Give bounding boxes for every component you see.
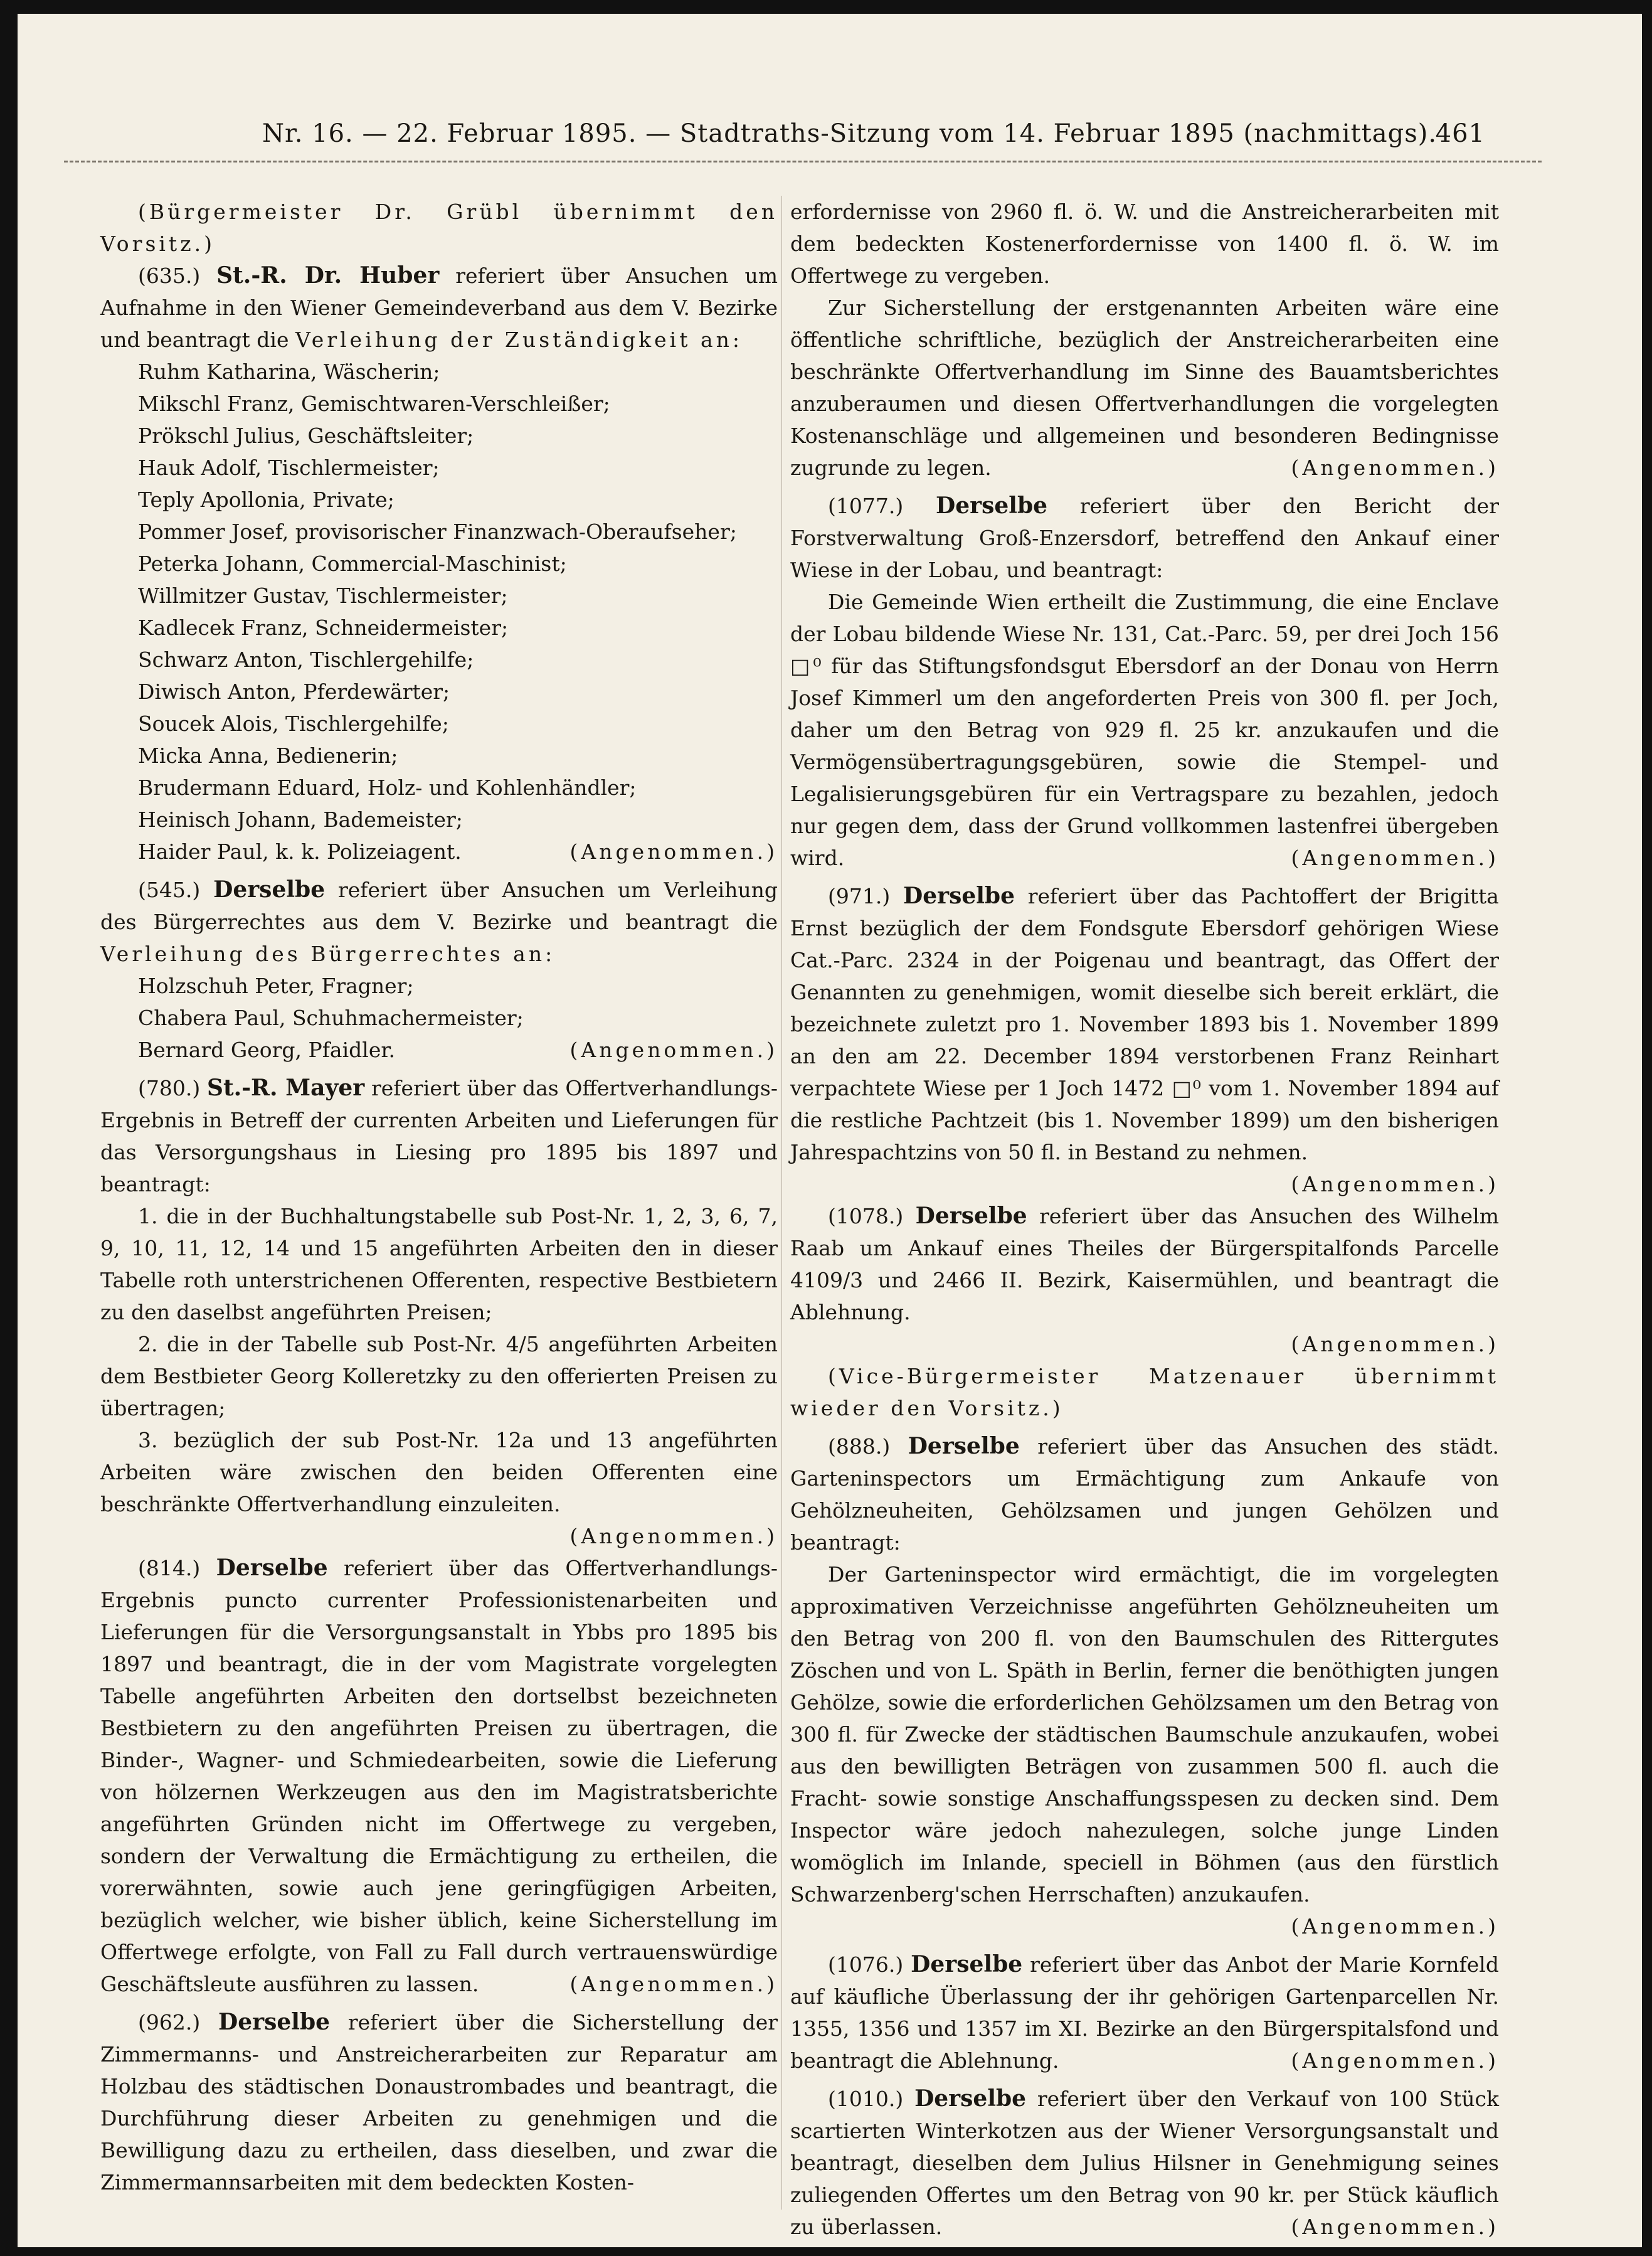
- item-962: [100, 2006, 778, 2198]
- speaker: St.-R. Dr. Huber: [216, 262, 440, 289]
- item-text: referiert über Ansuchen um Verleihung des Bürgerrechtes aus dem V. Bezirke und beantragt die: [100, 878, 778, 934]
- item-number: (1078.): [828, 1204, 904, 1228]
- page-header: [181, 119, 1485, 159]
- accepted-note: (Angenommen.): [1291, 2048, 1499, 2073]
- list-item-text: Bernard Georg, Pfaidler.: [138, 1038, 396, 1062]
- item-971: [790, 880, 1499, 1196]
- list-item: [100, 836, 778, 868]
- accepted-note: (Angenommen.): [1291, 1332, 1499, 1356]
- list-item: Willmitzer Gustav, Tischlermeister;: [138, 583, 508, 608]
- item-number: (962.): [138, 2010, 201, 2035]
- item-1076: [790, 1949, 1499, 2077]
- accepted-note: (Angenommen.): [1291, 1914, 1499, 1939]
- item-number: (635.): [138, 263, 201, 288]
- item-text-spaced: Verleihung der Zuständigkeit an:: [295, 327, 743, 352]
- list-item: Schwarz Anton, Tischlergehilfe;: [138, 647, 474, 672]
- speaker: Derselbe: [915, 1203, 1027, 1229]
- list-item-text: Haider Paul, k. k. Polizeiagent.: [138, 839, 462, 864]
- item-780-point-3: [100, 1424, 778, 1548]
- accepted-note: (Angenommen.): [1291, 2215, 1499, 2239]
- item-text: referiert über die Sicherstellung der Zimmermanns- und Anstreicherarbeiten zur Reparatur am Holzbau des städtischen Donaustrombades und beantragt, die Durchführung dieser Arbeiten zu genehmigen und die Bewilligung dazu zu ertheilen, dass dieselben, und zwar die Zimmermannsarbeiten mit dem bedeckten Kosten-: [100, 2010, 778, 2195]
- item-text: referiert über das Offertverhandlungs-Ergebnis puncto currenter Professionistenarbeiten und Lieferungen für die Versorgungsanstalt in Ybbs pro 1895 bis 1897 und beantragt, die in der vom Magistrate vorgelegten Tabelle angeführten Arbeiten den dortselbst bezeichneten Bestbietern zu den angeführten Preisen zu übertragen, die Binder-, Wagner- und Schmiedearbeiten, sowie die Lieferung von hölzernen Werkzeugen aus den im Magistratsberichte angeführten Gründen nicht im Offertwege zu vergeben, sondern der Verwaltung die Ermächtigung zu ertheilen, die vorerwähnten, sowie auch jene geringfügigen Arbeiten, bezüglich welcher, wie bisher üblich, keine Sicherstellung im Offertwege erfolgte, von Fall zu Fall durch vertrauenswürdige Geschäftsleute ausführen zu lassen.: [100, 1556, 778, 1996]
- list-item: Kadlecek Franz, Schneidermeister;: [138, 615, 509, 640]
- accepted-note: (Angenommen.): [1291, 1172, 1499, 1196]
- item-number: (1077.): [828, 494, 904, 518]
- item-1010: [790, 2083, 1499, 2243]
- item-text: referiert über das Anbot der Marie Kornfeld auf käufliche Überlassung der ihr gehörigen Gartenparcellen Nr. 1355, 1356 und 1357 im XI. Bezirke an den Bürgerspitalsfond und beantragt die Ablehnung.: [790, 1952, 1499, 2073]
- list-item: Teply Apollonia, Private;: [138, 487, 394, 512]
- chair-note: (Bürgermeister Dr. Grübl übernimmt den Vorsitz.): [100, 200, 778, 256]
- speaker: Derselbe: [903, 883, 1015, 909]
- column-divider: [781, 196, 782, 2210]
- item-545: [100, 874, 778, 970]
- accepted-note: (Angenommen.): [569, 839, 778, 864]
- speaker: St.-R. Mayer: [206, 1075, 365, 1101]
- list-item: Hauk Adolf, Tischlermeister;: [138, 455, 440, 480]
- list-item: Chabera Paul, Schuhmachermeister;: [138, 1006, 524, 1030]
- list-item: Ruhm Katharina, Wäscherin;: [138, 359, 440, 384]
- speaker: Derselbe: [218, 2009, 331, 2035]
- item-text: referiert über das Pachtoffert der Brigitta Ernst bezüglich der dem Fondsgute Ebersdorf gehörigen Wiese Cat.-Parc. 2324 in der Poigenau und beantragt, das Offert der Genannten zu genehmigen, womit dieselbe sich bereit erklärt, die bezeichnete zuletzt pro 1. November 1893 bis 1. November 1899 an den am 22. December 1894 verstorbenen Franz Reinhart verpachtete Wiese per 1 Joch 1472 □⁰ vom 1. November 1894 auf die restliche Pachtzeit (bis 1. November 1899) um den bisherigen Jahrespachtzins von 50 fl. in Bestand zu nehmen.: [790, 884, 1499, 1164]
- document-page: [18, 14, 1642, 2247]
- accepted-note: (Angenommen.): [569, 1972, 778, 1996]
- item-text: 3. bezüglich der sub Post-Nr. 12a und 13 angeführten Arbeiten wäre zwischen den beiden Offerenten eine beschränkte Offertverhandlung einzuleiten.: [100, 1428, 778, 1516]
- list-item: Micka Anna, Bedienerin;: [138, 743, 398, 768]
- accepted-note: (Angenommen.): [1291, 846, 1499, 870]
- speaker: Derselbe: [216, 1555, 328, 1581]
- item-text-spaced: Verleihung des Bürgerrechtes an:: [100, 942, 556, 966]
- item-962-continued: erfordernisse von 2960 fl. ö. W. und die Anstreicherarbeiten mit dem bedeckten Kostenerfordernisse von 1400 fl. ö. W. im Offertwege zu vergeben.: [790, 200, 1499, 288]
- speaker: Derselbe: [911, 1951, 1023, 1977]
- item-text: referiert über Ansuchen um Aufnahme in den Wiener Gemeindeverband aus dem V. Bezirke und beantragt die: [100, 263, 778, 352]
- item-text: referiert über das Offertverhandlungs-Ergebnis in Betreff der currenten Arbeiten und Lieferungen für das Versorgungshaus in Liesing pro 1895 bis 1897 und beantragt:: [100, 1076, 778, 1196]
- speaker: Derselbe: [213, 876, 326, 903]
- item-780-point-2: 2. die in der Tabelle sub Post-Nr. 4/5 angeführten Arbeiten dem Bestbieter Georg Kolleretzky zu den offerierten Preisen zu übertragen;: [100, 1332, 778, 1420]
- item-888-resolution: Der Garteninspector wird ermächtigt, die im vorgelegten approximativen Verzeichnisse angeführten Gehölzneuheiten um den Betrag von 200 fl. von den Baumschulen des Rittergutes Zöschen und von L. Späth in Berlin, ferner die benöthigten jungen Gehölze, sowie die erforderlichen Gehölzsamen um den Betrag von 300 fl. für Zwecke der städtischen Baumschule anzukaufen, wobei aus den bewilligten Beträgen von zusammen 500 fl. auch die Fracht- sowie sonstige Anschaffungsspesen zu decken sind. Dem Inspector wäre jedoch nahezulegen, solche junge Linden womöglich im Inlande, speciell in Böhmen (aus den fürstlich Schwarzenberg'schen Herrschaften) anzukaufen.: [790, 1562, 1499, 1907]
- item-number: (814.): [138, 1556, 201, 1580]
- item-814: [100, 1552, 778, 2000]
- list-item: Soucek Alois, Tischlergehilfe;: [138, 711, 449, 736]
- item-1077-resolution: [790, 586, 1499, 874]
- list-item: Peterka Johann, Commercial-Maschinist;: [138, 551, 567, 576]
- list-item: Mikschl Franz, Gemischtwaren-Verschleißer;: [138, 391, 610, 416]
- item-number: (780.): [138, 1076, 201, 1100]
- item-number: (1010.): [828, 2087, 904, 2111]
- list-item: Brudermann Eduard, Holz- und Kohlenhändler;: [138, 775, 637, 800]
- header-title: Nr. 16. — 22. Februar 1895. — Stadtraths-Sitzung vom 14. Februar 1895 (nachmittags).: [262, 119, 1438, 148]
- page-number: 461: [1435, 119, 1485, 148]
- accepted-note: (Angenommen.): [1291, 455, 1499, 480]
- speaker: Derselbe: [908, 1433, 1020, 1459]
- list-item: Prökschl Julius, Geschäftsleiter;: [138, 423, 474, 448]
- item-text: referiert über den Bericht der Forstverwaltung Groß-Enzersdorf, betreffend den Ankauf einer Wiese in der Lobau, und beantragt:: [790, 494, 1499, 582]
- item-635: [100, 260, 778, 356]
- accepted-note: (Angenommen.): [569, 1524, 778, 1548]
- accepted-note: (Angenommen.): [569, 1038, 778, 1062]
- item-number: (1076.): [828, 1952, 904, 1977]
- list-item: [100, 1034, 778, 1066]
- list-item: Heinisch Johann, Bademeister;: [138, 807, 463, 832]
- item-780-point-1: 1. die in der Buchhaltungstabelle sub Post-Nr. 1, 2, 3, 6, 7, 9, 10, 11, 12, 14 und 15 angeführten Arbeiten den in dieser Tabelle roth unterstrichenen Offerenten, respective Bestbietern zu den daselbst angeführten Preisen;: [100, 1204, 778, 1324]
- item-text: referiert über den Verkauf von 100 Stück scartierten Winterkotzen aus der Wiener Versorgungsanstalt und beantragt, dieselben dem Julius Hilsner in Genehmigung seines zuliegenden Offertes um den Betrag von 90 kr. per Stück käuflich zu überlassen.: [790, 2087, 1499, 2239]
- left-column: [100, 196, 778, 2222]
- item-962-conditions: [790, 292, 1499, 484]
- list-item: Diwisch Anton, Pferdewärter;: [138, 679, 450, 704]
- header-rule: [64, 161, 1542, 169]
- list-item: Pommer Josef, provisorischer Finanzwach-Oberaufseher;: [138, 519, 737, 544]
- item-text: Zur Sicherstellung der erstgenannten Arbeiten wäre eine öffentliche schriftliche, bezüglich der Anstreicherarbeiten eine beschränkte Offertverhandlung im Sinne des Bauamtsberichtes anzuberaumen und diesen Offertverhandlungen die vorgelegten Kostenanschläge und allgemeinen und besonderen Bedingnisse zugrunde zu legen.: [790, 295, 1499, 480]
- item-number: (888.): [828, 1434, 891, 1459]
- item-number: (971.): [828, 884, 891, 908]
- right-column: [790, 196, 1499, 2239]
- item-1077: [790, 490, 1499, 586]
- speaker: Derselbe: [936, 492, 1048, 519]
- item-780: [100, 1072, 778, 1200]
- item-888: [790, 1430, 1499, 1558]
- item-number: (545.): [138, 878, 201, 902]
- item-text: referiert über das Ansuchen des städt. Garteninspectors um Ermächtigung zum Ankaufe von Gehölzneuheiten, Gehölzsamen und jungen Gehölzen und beantragt:: [790, 1434, 1499, 1555]
- chair-note-2: (Vice-Bürgermeister Matzenauer übernimmt wieder den Vorsitz.): [790, 1364, 1499, 1420]
- speaker: Derselbe: [914, 2085, 1027, 2112]
- name-list-2: [100, 970, 778, 1066]
- name-list-1: [100, 356, 778, 868]
- item-1078: [790, 1200, 1499, 1328]
- item-text: referiert über das Ansuchen des Wilhelm Raab um Ankauf eines Theiles der Bürgerspitalfonds Parcelle 4109/3 und 2466 II. Bezirk, Kaisermühlen, und beantragt die Ablehnung.: [790, 1204, 1499, 1324]
- item-text: Die Gemeinde Wien ertheilt die Zustimmung, die eine Enclave der Lobau bildende Wiese Nr. 131, Cat.-Parc. 59, per drei Joch 156 □⁰ für das Stiftungsfondsgut Ebersdorf an der Donau von Herrn Josef Kimmerl um den angeforderten Preis von 300 fl. per Joch, daher um den Betrag von 929 fl. 25 kr. anzukaufen und die Vermögensübertragungsgebüren, sowie die Stempel- und Legalisierungsgebüren für ein Vertragspare zu bezahlen, jedoch nur gegen dem, dass der Grund vollkommen lastenfrei übergeben wird.: [790, 590, 1499, 870]
- list-item: Holzschuh Peter, Fragner;: [138, 974, 414, 998]
